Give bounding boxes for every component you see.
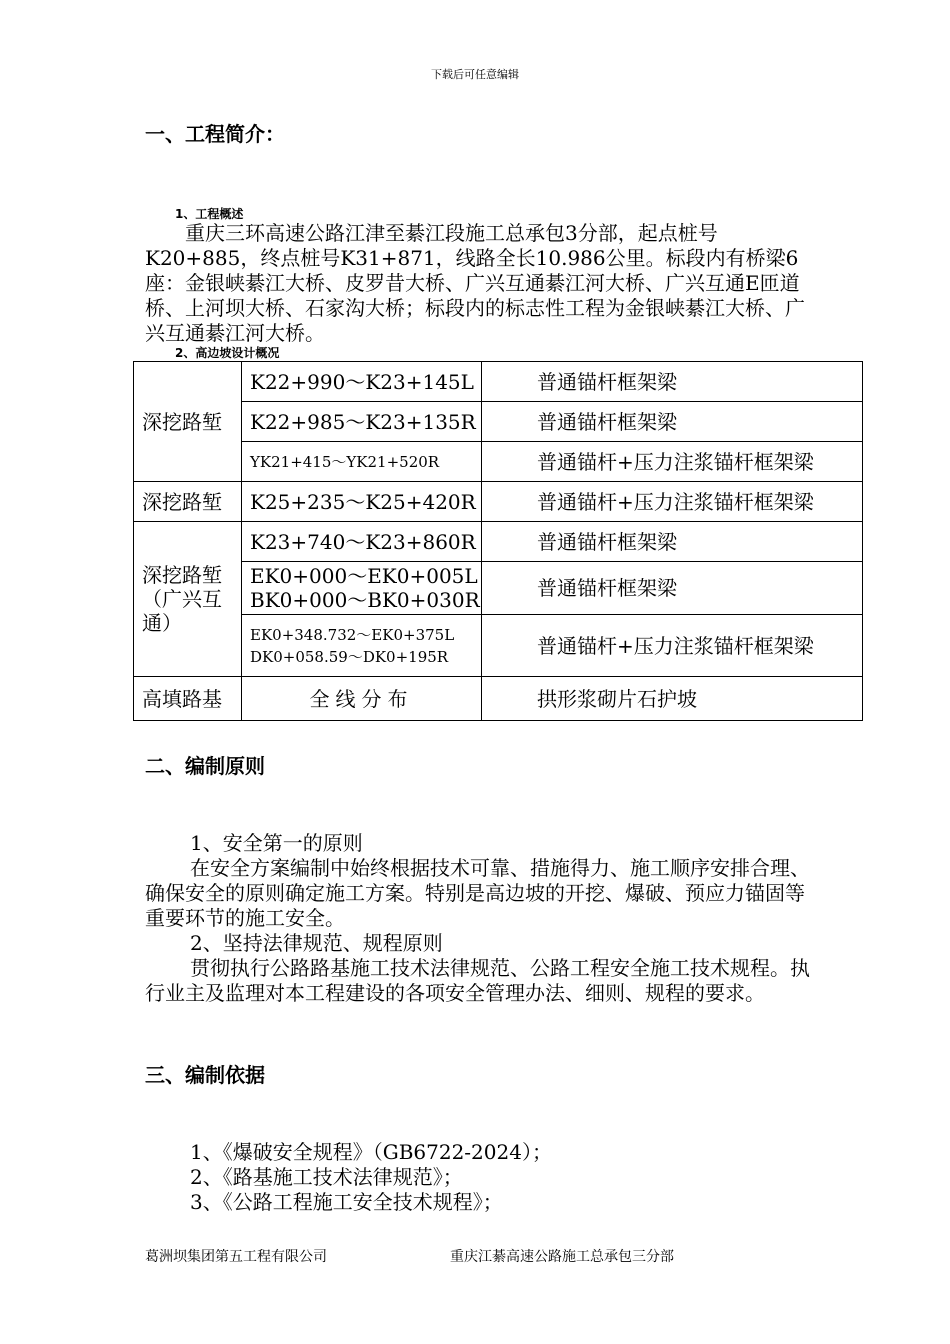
section1-title: 一、工程简介： bbox=[145, 122, 285, 146]
station-cell: 全线分布 bbox=[242, 677, 482, 721]
station-line: BK0+000～BK0+030R bbox=[250, 588, 480, 612]
section3-title: 三、编制依据 bbox=[145, 1063, 265, 1087]
slope-type-cell: 高填路基 bbox=[134, 677, 242, 721]
station-cell: K22+985～K23+135R bbox=[242, 402, 482, 442]
station-cell: K22+990～K23+145L bbox=[242, 362, 482, 402]
station-cell: K23+740～K23+860R bbox=[242, 522, 482, 562]
support-cell: 普通锚杆+压力注浆锚杆框架梁 bbox=[482, 615, 863, 677]
basis-item: 1、《爆破安全规程》（GB6722-2024）； bbox=[190, 1140, 552, 1164]
station-cell: YK21+415～YK21+520R bbox=[242, 442, 482, 482]
station-cell bbox=[242, 562, 482, 615]
support-cell: 普通锚杆框架梁 bbox=[482, 522, 863, 562]
table-row bbox=[134, 562, 863, 615]
footer-project: 重庆江綦高速公路施工总承包三分部 bbox=[450, 1249, 674, 1265]
slope-subtitle: 2、高边坡设计概况 bbox=[175, 346, 280, 360]
slope-table bbox=[133, 361, 863, 721]
support-cell: 普通锚杆框架梁 bbox=[482, 362, 863, 402]
slope-type-cell: 深挖路堑（广兴互通） bbox=[134, 522, 242, 677]
station-cell: K25+235～K25+420R bbox=[242, 482, 482, 522]
support-cell: 普通锚杆框架梁 bbox=[482, 562, 863, 615]
table-row bbox=[134, 482, 863, 522]
table-row bbox=[134, 442, 863, 482]
station-line: EK0+000～EK0+005L bbox=[250, 564, 478, 588]
principle1-title: 1、安全第一的原则 bbox=[190, 831, 363, 855]
station-line: DK0+058.59～DK0+195R bbox=[250, 647, 449, 666]
support-cell: 普通锚杆框架梁 bbox=[482, 402, 863, 442]
overview-paragraph: 重庆三环高速公路江津至綦江段施工总承包3分部，起点桩号K20+885，终点桩号K31+871，线路全长10.986公里。标段内有桥梁6座：金银峡綦江大桥、皮罗昔大桥、广兴互通綦江河大桥、广兴互通E匝道桥、上河坝大桥、石家沟大桥；标段内的标志性工程为金银峡綦江大桥、广兴互通綦江河大桥。 bbox=[145, 221, 805, 345]
principle2-body: 贯彻执行公路路基施工技术法律规范、公路工程安全施工技术规程。执行业主及监理对本工程建设的各项安全管理办法、细则、规程的要求。 bbox=[145, 956, 810, 1005]
table-row bbox=[134, 402, 863, 442]
table-row bbox=[134, 362, 863, 402]
station-line: EK0+348.732～EK0+375L bbox=[250, 625, 455, 644]
support-cell: 拱形浆砌片石护坡 bbox=[482, 677, 863, 721]
support-cell: 普通锚杆+压力注浆锚杆框架梁 bbox=[482, 442, 863, 482]
support-cell: 普通锚杆+压力注浆锚杆框架梁 bbox=[482, 482, 863, 522]
section2-title: 二、编制原则 bbox=[145, 754, 265, 778]
basis-item: 3、《公路工程施工安全技术规程》； bbox=[190, 1190, 503, 1214]
slope-type-cell: 深挖路堑 bbox=[134, 482, 242, 522]
basis-item: 2、《路基施工技术法律规范》； bbox=[190, 1165, 463, 1189]
footer-company: 葛洲坝集团第五工程有限公司 bbox=[145, 1249, 327, 1265]
header-note: 下载后可任意编辑 bbox=[431, 68, 519, 81]
station-cell bbox=[242, 615, 482, 677]
table-row bbox=[134, 677, 863, 721]
overview-subtitle: 1、工程概述 bbox=[175, 207, 244, 221]
slope-type-cell: 深挖路堑 bbox=[134, 362, 242, 482]
table-row bbox=[134, 615, 863, 677]
principle2-title: 2、坚持法律规范、规程原则 bbox=[190, 931, 443, 955]
table-row bbox=[134, 522, 863, 562]
principle1-body: 在安全方案编制中始终根据技术可靠、措施得力、施工顺序安排合理、确保安全的原则确定施工方案。特别是高边坡的开挖、爆破、预应力锚固等重要环节的施工安全。 bbox=[145, 856, 810, 930]
